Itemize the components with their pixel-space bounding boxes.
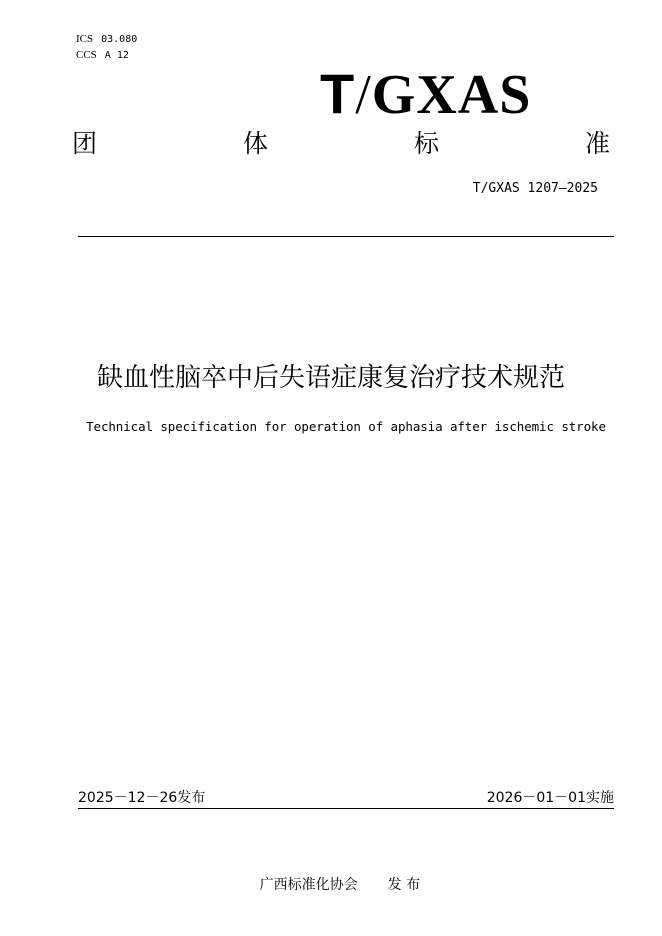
standard-number: T/GXAS 1207—2025: [472, 181, 598, 196]
dates-row: [78, 788, 614, 808]
footer-divider: [78, 808, 614, 809]
ccs-label: CCS: [76, 49, 97, 61]
publish-action: 发 布: [387, 877, 421, 893]
publish-date: 2025－12－26发布: [78, 790, 206, 806]
english-title: Technical specification for operation of aphasia after ischemic stroke: [86, 419, 606, 434]
standard-category: [72, 128, 610, 160]
ics-classification: [76, 32, 137, 47]
chinese-title: 缺血性脑卒中后失语症康复治疗技术规范: [96, 363, 565, 393]
ccs-classification: [76, 48, 129, 63]
category-char: 体: [242, 129, 268, 158]
category-char: 准: [584, 129, 610, 158]
ics-label: ICS: [76, 33, 94, 45]
implementation-date: 2026－01－01实施: [486, 790, 614, 806]
ics-code: 03.080: [101, 34, 138, 45]
category-char: 标: [413, 129, 439, 158]
brand-suffix: GXAS: [371, 64, 532, 126]
brand-prefix: T: [320, 62, 356, 125]
publisher-organization: 广西标准化协会: [259, 877, 358, 893]
publisher-line: [0, 852, 662, 918]
brand-slash: /: [355, 64, 372, 126]
header-divider: [78, 236, 614, 237]
ccs-code: A 12: [104, 50, 129, 61]
category-char: 团: [72, 129, 98, 158]
standard-brand-mark: [320, 64, 590, 124]
